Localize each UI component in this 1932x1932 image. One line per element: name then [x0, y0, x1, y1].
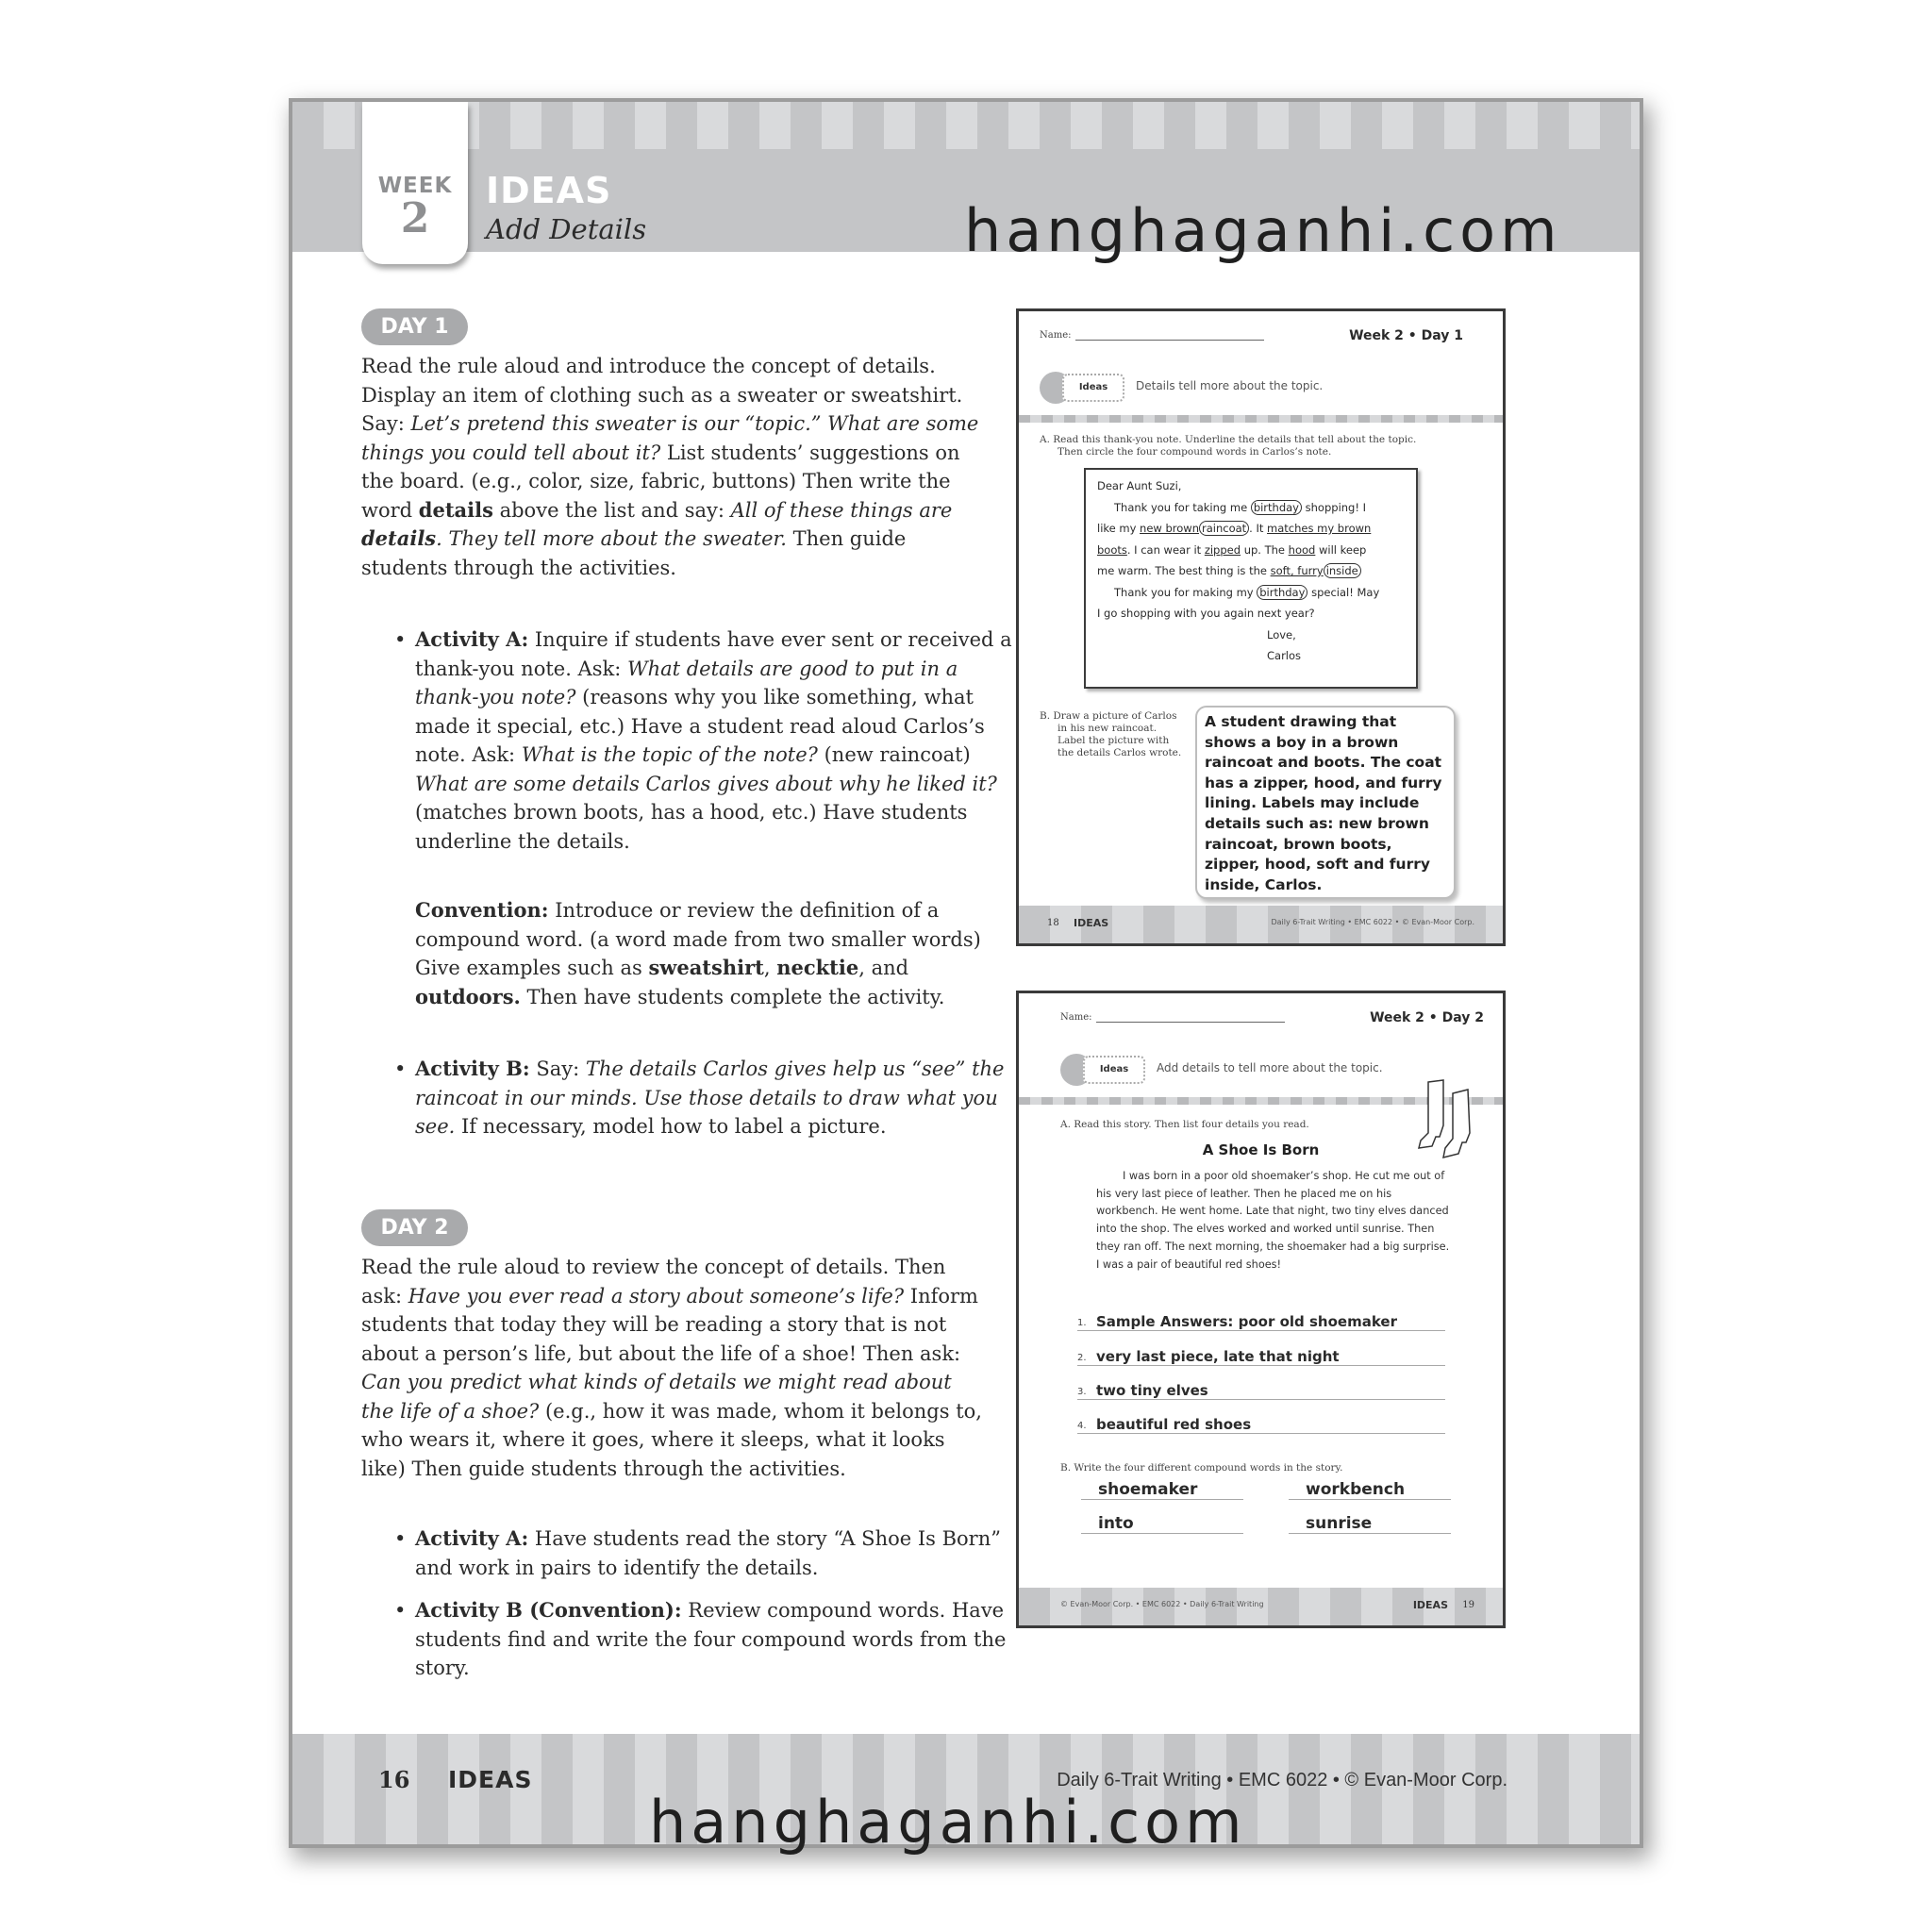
watermark-bottom: hanghaganhi.com — [649, 1788, 1247, 1857]
day-2-intro: Read the rule aloud to review the concept of details. Then ask: Have you ever read a story about someone’s life? Inform students that today they will be reading a story that is not about a person’s life, but about the life of a shoe! Then ask: Can you predict what kinds of details we might read about the life of a shoe? (e.g., how it was made, whom it belongs to, who wears it, where it goes, where it sleeps, what it looks like) Then guide students through the activities. — [361, 1256, 982, 1480]
name-line — [1075, 340, 1264, 341]
instruction-b: B. Draw a picture of Carlos in his new raincoat. Label the picture with the details Carlos wrote. — [1040, 710, 1182, 758]
compound-word-1: shoemaker — [1081, 1478, 1243, 1500]
day-2-pill: DAY 2 — [361, 1209, 468, 1246]
bullet-icon: • — [394, 1599, 407, 1622]
ideas-badge: Ideas — [1040, 370, 1128, 404]
worksheet-rule: Add details to tell more about the topic. — [1157, 1061, 1383, 1074]
worksheet-week-day: Week 2 • Day 1 — [1349, 328, 1463, 343]
day-1-activity-a: • Activity A: Inquire if students have ever sent or received a thank-you note. Ask: What details are good to put in a thank-you note? (reasons why you like something, what made it special, etc.) Have a student read aloud Carlos’s note. Ask: What is the topic of the note? (new raincoat) What are some details Carlos gives about why he liked it? (matches brown boots, has a hood, etc.) Have students underline the details. — [394, 627, 1012, 853]
compound-word-2: workbench — [1289, 1478, 1451, 1500]
thank-you-note: Dear Aunt Suzi, Thank you for taking me birthday shopping! I like my new brown raincoat . It matches my brown boots. I can wear it zipped up. The hood will keep me warm. The best thing is the soft, furry inside Thank you for making my birthday special! May I go shopping with you again next year? Love, Carlos — [1084, 468, 1418, 689]
day-1-pill: DAY 1 — [361, 308, 468, 345]
day-2-activity-b: • Activity B (Convention): Review compound words. Have students find and write the four compound words from the story. — [394, 1598, 1007, 1679]
week-tab — [362, 102, 468, 264]
day-1-intro: Read the rule aloud and introduce the concept of details. Display an item of clothing such as a sweater or sweatshirt. Say: Let’s pretend this sweater is our “topic.” What are some things you could tell about it? List students’ suggestions on the board. (e.g., color, size, fabric, buttons) Then write the word details above the list and say: All of these things are details. They tell more about the sweater. Then guide students through the activities. — [361, 355, 979, 579]
bullet-icon: • — [394, 1527, 407, 1550]
book-page — [292, 102, 1640, 1844]
worksheet-week-day: Week 2 • Day 2 — [1370, 1010, 1484, 1025]
story-text: I was born in a poor old shoemaker’s shop. He cut me out of his very last piece of leather. Then he placed me on his workbench. He went home. Late that night, two tiny elves danced into the shop. The elves worked and worked until sunrise. Then they ran off. The next morning, the shoemaker had a big surprise. I was a pair of beautiful red shoes! — [1096, 1170, 1450, 1271]
answer-line-1: 1. Sample Answers: poor old shoemaker — [1077, 1309, 1445, 1331]
name-line — [1096, 1022, 1285, 1023]
bullet-icon: • — [394, 628, 407, 651]
compound-word-4: sunrise — [1289, 1512, 1451, 1534]
trait-title: IDEAS — [486, 170, 612, 211]
name-label: Name: — [1040, 330, 1072, 341]
answer-box: A student drawing that shows a boy in a brown raincoat and boots. The coat has a zipper, hood, and furry lining. Labels may include details such as: new brown raincoat, brown boots, zipper, hood, soft and furry inside, Carlos. — [1195, 706, 1456, 899]
compound-word-3: into — [1081, 1512, 1243, 1534]
ideas-badge: Ideas — [1060, 1052, 1149, 1086]
day-2-activity-a: • Activity A: Have students read the story “A Shoe Is Born” and work in pairs to identify the details. — [394, 1526, 1001, 1579]
worksheet-footer: © Evan-Moor Corp. • EMC 6022 • Daily 6-Trait Writing IDEAS 19 — [1019, 1588, 1503, 1625]
worksheet-rule: Details tell more about the topic. — [1136, 379, 1324, 392]
header-stripes — [292, 102, 1640, 149]
worksheet-footer: 18 IDEAS Daily 6-Trait Writing • EMC 6022 • © Evan-Moor Corp. — [1019, 906, 1503, 943]
answer-line-4: 4. beautiful red shoes — [1077, 1412, 1445, 1434]
divider — [1019, 415, 1503, 423]
answer-line-3: 3. two tiny elves — [1077, 1378, 1445, 1400]
worksheet-week2-day1 — [1016, 308, 1506, 946]
bullet-icon: • — [394, 1058, 407, 1080]
lesson-subtitle: Add Details — [486, 213, 647, 245]
page-number: 16 — [378, 1766, 410, 1793]
instruction-b: B. Write the four different compound words in the story. — [1060, 1462, 1343, 1474]
instruction-a: A. Read this story. Then list four details you read. — [1060, 1119, 1309, 1130]
footer-credit: Daily 6-Trait Writing • EMC 6022 • © Evan-Moor Corp. — [1057, 1770, 1507, 1790]
footer-trait: IDEAS — [448, 1766, 533, 1793]
week-label: WEEK — [377, 174, 453, 198]
worksheet-week2-day2 — [1016, 991, 1506, 1628]
watermark-top: hanghaganhi.com — [964, 196, 1562, 265]
instruction-a: A. Read this thank-you note. Underline the details that tell about the topic. Then circle the four compound words in Carlos’s note. — [1040, 434, 1417, 458]
day-1-activity-b: • Activity B: Say: The details Carlos gives help us “see” the raincoat in our minds. Use those details to draw what you see. If necessary, model how to label a picture. — [394, 1057, 1005, 1138]
story-title: A Shoe Is Born — [1202, 1141, 1320, 1158]
day-1-convention: Convention: Introduce or review the definition of a compound word. (a word made from two smaller words) Give examples such as sweatshirt, necktie, and outdoors. Then have students complete the activity. — [415, 898, 981, 1008]
week-number: 2 — [400, 194, 430, 242]
name-label: Name: — [1060, 1012, 1092, 1023]
answer-line-2: 2. very last piece, late that night — [1077, 1344, 1445, 1366]
